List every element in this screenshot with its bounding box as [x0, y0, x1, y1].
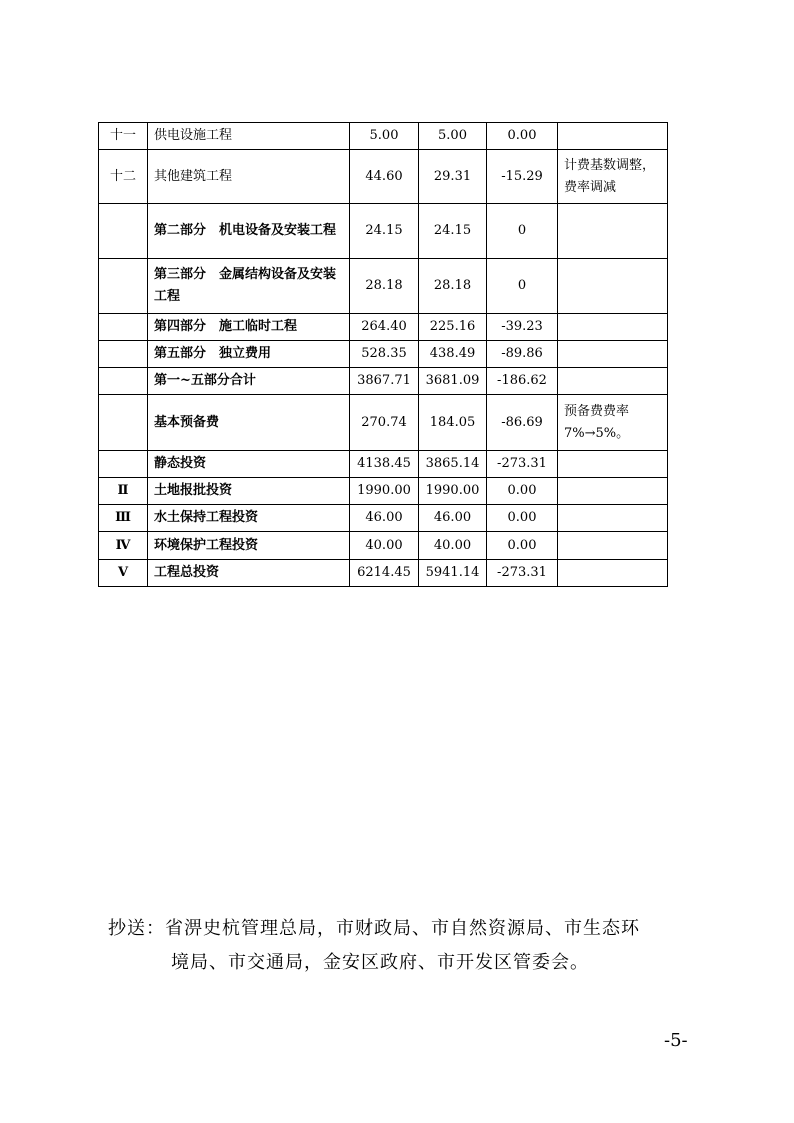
value-original: 6214.45 [350, 560, 419, 587]
remark [558, 478, 668, 505]
row-number [99, 395, 148, 451]
item-name: 第五部分 独立费用 [148, 341, 350, 368]
value-original: 46.00 [350, 505, 419, 532]
value-change: 0.00 [487, 478, 558, 505]
table-row [99, 532, 668, 560]
remark [558, 341, 668, 368]
value-original: 1990.00 [350, 478, 419, 505]
value-change: -273.31 [487, 451, 558, 478]
remark [558, 368, 668, 395]
remark [558, 451, 668, 478]
value-change: -186.62 [487, 368, 558, 395]
row-number: 十二 [99, 150, 148, 204]
value-change: 0.00 [487, 123, 558, 150]
row-number [99, 451, 148, 478]
remark [558, 505, 668, 532]
value-change: 0.00 [487, 505, 558, 532]
row-number: 十一 [99, 123, 148, 150]
value-approved: 438.49 [419, 341, 487, 368]
remark [558, 314, 668, 341]
table-row [99, 341, 668, 368]
table-row [99, 395, 668, 451]
item-name: 第三部分 金属结构设备及安装工程 [148, 259, 350, 314]
item-name: 基本预备费 [148, 395, 350, 451]
remark: 计费基数调整，费率调减 [558, 150, 668, 204]
value-change: 0 [487, 204, 558, 259]
row-number: Ⅱ [99, 478, 148, 505]
table-row [99, 560, 668, 587]
value-change: 0.00 [487, 532, 558, 560]
table-row [99, 478, 668, 505]
item-name: 静态投资 [148, 451, 350, 478]
row-number: Ⅳ [99, 532, 148, 560]
value-approved: 40.00 [419, 532, 487, 560]
value-change: -86.69 [487, 395, 558, 451]
value-approved: 3865.14 [419, 451, 487, 478]
value-approved: 3681.09 [419, 368, 487, 395]
value-approved: 1990.00 [419, 478, 487, 505]
row-number [99, 341, 148, 368]
value-approved: 5.00 [419, 123, 487, 150]
item-name: 其他建筑工程 [148, 150, 350, 204]
value-approved: 28.18 [419, 259, 487, 314]
table-row [99, 150, 668, 204]
remark: 预备费费率7%→5%。 [558, 395, 668, 451]
table-row [99, 204, 668, 259]
page-number: -5- [664, 1030, 688, 1051]
remark [558, 560, 668, 587]
value-original: 264.40 [350, 314, 419, 341]
value-original: 28.18 [350, 259, 419, 314]
value-approved: 184.05 [419, 395, 487, 451]
table-row [99, 259, 668, 314]
row-number: Ⅴ [99, 560, 148, 587]
value-change: 0 [487, 259, 558, 314]
table-row [99, 368, 668, 395]
value-approved: 29.31 [419, 150, 487, 204]
table-row [99, 123, 668, 150]
item-name: 工程总投资 [148, 560, 350, 587]
value-original: 24.15 [350, 204, 419, 259]
value-original: 44.60 [350, 150, 419, 204]
value-change: -89.86 [487, 341, 558, 368]
item-name: 环境保护工程投资 [148, 532, 350, 560]
value-original: 40.00 [350, 532, 419, 560]
item-name: 土地报批投资 [148, 478, 350, 505]
table-row [99, 505, 668, 532]
remark [558, 532, 668, 560]
item-name: 第二部分 机电设备及安装工程 [148, 204, 350, 259]
value-original: 4138.45 [350, 451, 419, 478]
table-row [99, 451, 668, 478]
value-original: 270.74 [350, 395, 419, 451]
row-number: Ⅲ [99, 505, 148, 532]
row-number [99, 314, 148, 341]
value-change: -15.29 [487, 150, 558, 204]
value-original: 5.00 [350, 123, 419, 150]
row-number [99, 204, 148, 259]
value-change: -273.31 [487, 560, 558, 587]
item-name: 第一~五部分合计 [148, 368, 350, 395]
value-original: 528.35 [350, 341, 419, 368]
value-approved: 225.16 [419, 314, 487, 341]
value-change: -39.23 [487, 314, 558, 341]
row-number [99, 259, 148, 314]
cc-line-2: 境局、市交通局，金安区政府、市开发区管委会。 [171, 952, 589, 973]
value-approved: 24.15 [419, 204, 487, 259]
table-row [99, 314, 668, 341]
value-approved: 5941.14 [419, 560, 487, 587]
value-approved: 46.00 [419, 505, 487, 532]
item-name: 第四部分 施工临时工程 [148, 314, 350, 341]
row-number [99, 368, 148, 395]
cc-line-1: 抄送：省淠史杭管理总局，市财政局、市自然资源局、市生态环 [108, 918, 640, 939]
item-name: 供电设施工程 [148, 123, 350, 150]
cc-list [108, 912, 708, 980]
value-original: 3867.71 [350, 368, 419, 395]
item-name: 水土保持工程投资 [148, 505, 350, 532]
remark [558, 204, 668, 259]
remark [558, 259, 668, 314]
remark [558, 123, 668, 150]
budget-table [98, 122, 668, 587]
